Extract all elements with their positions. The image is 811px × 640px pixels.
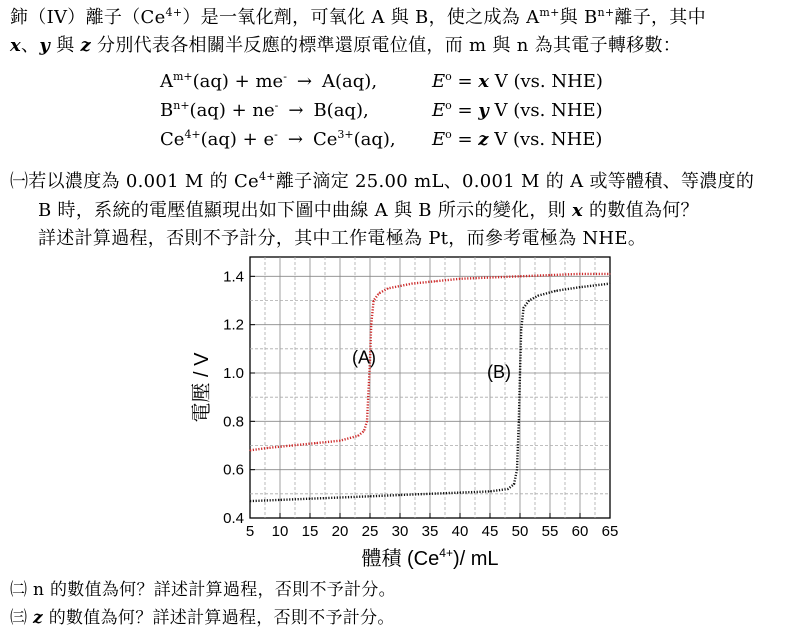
titration-chart [0, 252, 811, 582]
data-point-a [363, 430, 364, 431]
equals-sign: = [451, 100, 479, 121]
y-tick-label: 0.8 [223, 413, 244, 431]
x-tick-label: 45 [481, 523, 499, 540]
question-2 [10, 578, 396, 602]
data-point-b [507, 488, 508, 489]
variable: z [478, 129, 489, 150]
equation-2-potential [432, 99, 603, 123]
unit-text: V (vs. NHE) [488, 129, 603, 150]
data-point-a [267, 447, 268, 448]
intro-text: 分別代表各相關半反應的標準還原電位值，而 m 與 n 為其電子轉移數： [91, 35, 682, 56]
data-point-a [339, 440, 340, 441]
reactant: Ce [160, 129, 185, 150]
superscript: m+ [539, 6, 560, 19]
product: B(aq), [313, 100, 369, 121]
superscript: n+ [597, 6, 615, 19]
product: A(aq), [322, 71, 378, 92]
superscript: - [274, 128, 278, 141]
variable-x: x [571, 200, 584, 221]
data-point-a [378, 293, 379, 294]
superscript: 4+ [258, 170, 276, 183]
superscript: 3+ [337, 128, 354, 141]
data-point-a [249, 450, 250, 451]
data-point-a [366, 421, 367, 422]
intro-line-1 [10, 6, 706, 30]
unit-text: V (vs. NHE) [489, 71, 603, 92]
question-1-line-2 [38, 199, 699, 223]
superscript: o [445, 70, 452, 83]
potential-symbol: E [432, 129, 446, 150]
x-tick-label: 35 [421, 523, 439, 540]
data-point-a [459, 278, 460, 279]
question-text: ㈡ n 的數值為何？詳述計算過程，否則不予計分。 [10, 580, 396, 600]
data-point-b [537, 295, 538, 296]
reaction-text: (aq) + ne [189, 100, 275, 121]
intro-text: 、 [21, 35, 40, 56]
data-point-a [357, 435, 358, 436]
equation-3-reaction [160, 128, 396, 152]
data-point-b [519, 372, 520, 373]
y-tick-label: 1.2 [223, 316, 244, 334]
data-point-b [521, 329, 522, 330]
x-axis-label-superscript: 4+ [439, 546, 453, 560]
curve-label: (A) [352, 347, 376, 368]
x-tick-label: 5 [245, 523, 255, 540]
x-tick-label: 65 [601, 523, 619, 540]
data-point-b [516, 469, 517, 470]
arrow-icon: → [287, 129, 303, 150]
data-point-b [459, 492, 460, 493]
y-axis-label: 電壓 / V [191, 352, 213, 423]
data-point-b [523, 307, 524, 308]
x-tick-label: 15 [301, 523, 319, 540]
data-point-b [609, 283, 610, 284]
equation-3-potential [432, 128, 602, 152]
question-text: 離子滴定 25.00 mL、0.001 M 的 A 或等體積、等濃度的 [275, 171, 755, 192]
superscript: - [283, 70, 287, 83]
data-point-a [371, 324, 372, 325]
x-tick-label: 20 [331, 523, 349, 540]
superscript: o [445, 99, 452, 112]
equation-2-reaction [160, 99, 369, 123]
intro-text: 離子，其中 [614, 7, 706, 28]
data-point-b [399, 494, 400, 495]
intro-line-2 [10, 34, 681, 58]
data-point-a [489, 277, 490, 278]
y-tick-label: 1.0 [223, 365, 244, 382]
data-point-a [411, 283, 412, 284]
data-point-b [369, 496, 370, 497]
intro-text: ）是一氧化劑，可氧化 A 與 B，使之成為 A [182, 7, 540, 28]
x-tick-label: 60 [571, 523, 589, 540]
question-text: 詳述計算過程，否則不予計分，其中工作電極為 Pt，而參考電極為 NHE。 [38, 228, 647, 249]
data-point-a [435, 281, 436, 282]
question-1-line-3 [38, 227, 646, 251]
data-point-a [368, 384, 369, 385]
question-1-line-1 [10, 170, 754, 194]
question-text: 的數值為何？詳述計算過程，否則不予計分。 [42, 608, 395, 628]
superscript: m+ [173, 70, 193, 83]
data-point-a [579, 273, 580, 274]
product: (aq), [353, 129, 396, 150]
x-tick-label: 25 [361, 523, 379, 540]
y-tick-label: 0.4 [223, 510, 244, 527]
question-text: 的數值為何？ [583, 200, 699, 221]
reaction-text: (aq) + me [192, 71, 284, 92]
product: Ce [312, 129, 338, 150]
intro-text: 鈰（IV）離子（Ce [10, 7, 166, 28]
equals-sign: = [451, 129, 479, 150]
variable: y [478, 100, 489, 121]
data-point-a [373, 300, 374, 301]
x-axis-label-text: 體積 (Ce [361, 548, 440, 570]
reaction-text: (aq) + e [200, 129, 275, 150]
x-axis-label [361, 546, 498, 570]
y-tick-label: 0.6 [223, 461, 244, 479]
superscript: 4+ [184, 128, 201, 141]
data-point-a [291, 445, 292, 446]
superscript: n+ [173, 99, 190, 112]
question-text: B 時，系統的電壓值顯現出如下圖中曲線 A 與 B 所示的變化，則 [38, 200, 572, 221]
data-point-a [387, 288, 388, 289]
data-point-b [339, 497, 340, 498]
x-tick-label: 55 [541, 523, 559, 540]
data-point-b [513, 484, 514, 485]
data-point-a [609, 273, 610, 274]
intro-text: 與 [50, 35, 81, 56]
potential-symbol: E [432, 100, 446, 121]
arrow-icon: → [296, 71, 313, 92]
variable-y: y [39, 35, 51, 56]
data-point-b [249, 500, 250, 501]
data-point-b [429, 493, 430, 494]
data-point-b [528, 300, 529, 301]
data-point-a [549, 275, 550, 276]
variable-x: x [10, 35, 22, 56]
question-text: ㈠若以濃度為 0.001 M 的 Ce [10, 171, 259, 192]
data-point-b [555, 290, 556, 291]
equation-1-reaction [160, 70, 377, 94]
data-point-b [518, 421, 519, 422]
superscript: o [445, 128, 452, 141]
question-3 [10, 606, 395, 630]
equation-1-potential [432, 70, 603, 94]
data-point-b [489, 491, 490, 492]
reactant: A [160, 71, 173, 92]
superscript: - [274, 99, 279, 112]
x-tick-label: 10 [271, 523, 289, 540]
x-tick-label: 50 [511, 523, 529, 540]
variable-z: z [33, 608, 43, 628]
x-axis-label-text: )/ mL [452, 548, 499, 570]
x-tick-label: 30 [391, 523, 409, 540]
equals-sign: = [451, 71, 479, 92]
reactant: B [160, 100, 174, 121]
intro-text: 與 B [559, 7, 598, 28]
variable: x [478, 71, 490, 92]
y-tick-label: 1.4 [223, 268, 244, 286]
data-point-b [309, 498, 310, 499]
question-text: ㈢ [10, 608, 34, 628]
x-tick-label: 40 [451, 523, 469, 540]
curve-label: (B) [487, 361, 511, 382]
data-point-a [315, 442, 316, 443]
unit-text: V (vs. NHE) [488, 100, 603, 121]
variable-z: z [80, 35, 91, 56]
data-point-b [279, 499, 280, 500]
data-point-a [519, 276, 520, 277]
superscript: 4+ [165, 6, 183, 19]
arrow-icon: → [288, 100, 304, 121]
data-point-b [579, 287, 580, 288]
potential-symbol: E [432, 71, 446, 92]
